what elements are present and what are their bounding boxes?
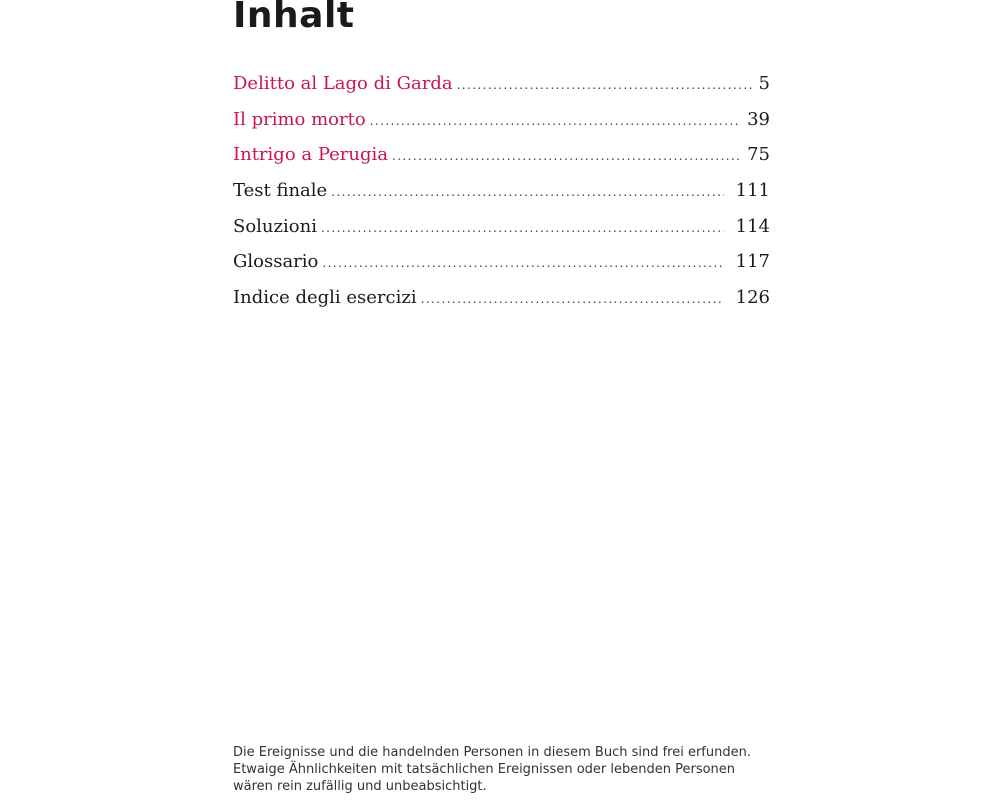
toc-dot-leader: [421, 285, 724, 313]
toc-entry-title: Delitto al Lago di Garda: [233, 73, 453, 94]
disclaimer-footnote: [233, 744, 773, 795]
table-of-contents: [233, 70, 770, 320]
toc-entry-page-number: 5: [758, 73, 770, 94]
toc-dot-leader: [331, 178, 724, 206]
toc-entry-test-finale[interactable]: [233, 177, 770, 213]
toc-entry-title: Soluzioni: [233, 215, 317, 237]
toc-entry-page-number: 111: [735, 180, 770, 202]
toc-entry-il-primo-morto[interactable]: [233, 106, 770, 142]
toc-entry-title: Indice degli esercizi: [233, 287, 417, 309]
toc-entry-glossario[interactable]: [233, 248, 770, 284]
toc-entry-title: Il primo morto: [233, 108, 366, 130]
toc-entry-indice-degli-esercizi[interactable]: [233, 284, 770, 320]
toc-entry-title: Glossario: [233, 251, 319, 273]
toc-entry-soluzioni[interactable]: [233, 213, 770, 249]
toc-entry-page-number: 114: [735, 215, 770, 237]
footnote-line: Die Ereignisse und die handelnden Personen in diesem Buch sind frei erfunden.: [233, 745, 751, 760]
toc-dot-leader: [370, 107, 741, 135]
toc-entry-intrigo-a-perugia[interactable]: [233, 141, 770, 177]
page-title: Inhalt: [233, 0, 355, 36]
toc-entry-page-number: 126: [735, 287, 770, 309]
footnote-line: wären rein zufällig und unbeabsichtigt.: [233, 779, 487, 794]
toc-entry-page-number: 39: [747, 108, 770, 130]
toc-dot-leader: [322, 249, 724, 277]
toc-dot-leader: [321, 214, 724, 242]
toc-dot-leader: [457, 71, 753, 99]
toc-entry-title: Intrigo a Perugia: [233, 144, 388, 166]
toc-entry-title: Test finale: [233, 180, 328, 202]
toc-dot-leader: [392, 142, 741, 170]
toc-entry-page-number: 117: [735, 251, 770, 273]
footnote-line: Etwaige Ähnlichkeiten mit tatsächlichen Ereignissen oder lebenden Personen: [233, 762, 736, 777]
toc-entry-page-number: 75: [747, 144, 770, 166]
toc-entry-delitto-al-lago-di-garda[interactable]: [233, 70, 770, 106]
